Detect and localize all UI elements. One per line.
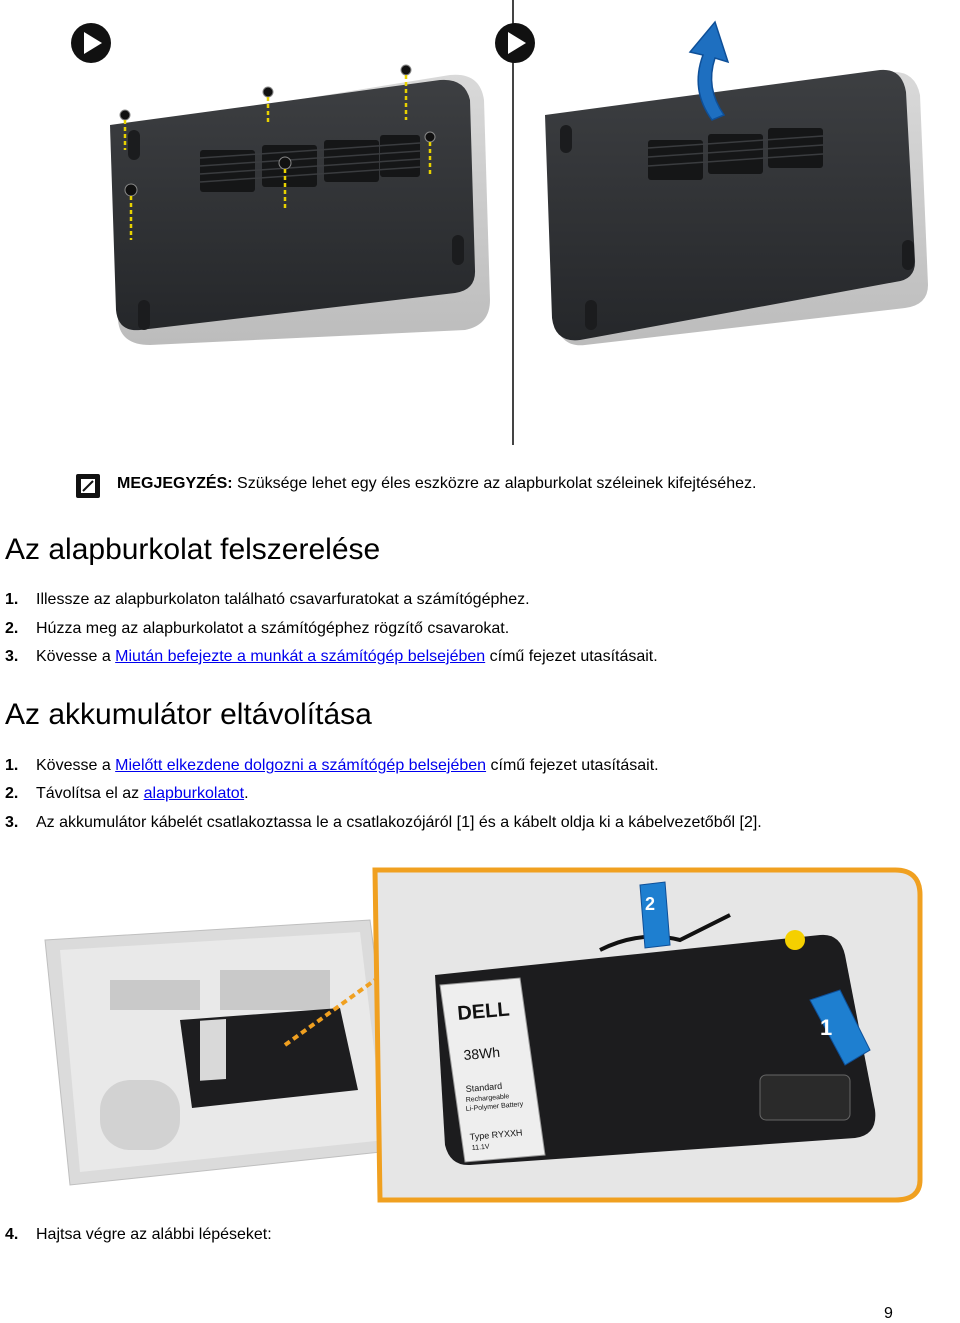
remove-step-2	[5, 784, 249, 804]
note-label: MEGJEGYZÉS:	[117, 475, 233, 492]
base-cover-link[interactable]: alapburkolatot	[143, 785, 245, 802]
step-play-icon	[71, 23, 111, 63]
note-body: Szüksége lehet egy éles eszközre az alapburkolat széleinek kifejtéséhez.	[232, 475, 757, 492]
step-number: 4.	[5, 1226, 19, 1243]
battery-voltage: 11.1V	[471, 1143, 490, 1152]
install-step-3	[5, 647, 658, 667]
laptop-bottom-right	[545, 22, 928, 345]
remove-step-4	[5, 1225, 272, 1245]
battery-cable-illustration	[40, 860, 930, 1205]
step-text-pre: Távolítsa el az	[36, 785, 144, 802]
step-number: 3.	[5, 648, 19, 665]
step-text: Hajtsa végre az alábbi lépéseket:	[36, 1226, 272, 1243]
svg-text:1: 1	[820, 1015, 833, 1040]
step-text: Az akkumulátor kábelét csatlakoztassa le a csatlakozójáról [1] és a kábelt oldja ki a kábelvezetőből [2].	[36, 814, 762, 831]
step-number: 3.	[5, 814, 19, 831]
before-working-inside-link[interactable]: Mielőtt elkezdene dolgozni a számítógép belsejében	[115, 757, 487, 774]
note-icon	[76, 474, 100, 498]
laptop-bottom-left	[110, 65, 490, 345]
step-text: Illessze az alapburkolaton található csavarfuratokat a számítógéphez.	[36, 591, 530, 608]
step-text-post: című fejezet utasításait.	[486, 757, 659, 774]
remove-step-1	[5, 756, 659, 776]
battery-connector	[760, 1075, 850, 1120]
battery-capacity: 38Wh	[462, 1043, 501, 1063]
callout-2	[640, 882, 670, 948]
step-number: 1.	[5, 591, 19, 608]
install-step-2	[5, 619, 509, 639]
svg-text:2: 2	[645, 894, 656, 914]
battery-model: Type RYXXH	[469, 1127, 523, 1142]
step-play-icon	[495, 23, 535, 63]
step-text-pre: Kövesse a	[36, 757, 116, 774]
section-heading-install: Az alapburkolat felszerelése	[5, 533, 381, 566]
step-number: 1.	[5, 757, 19, 774]
after-working-inside-link[interactable]: Miután befejezte a munkát a számítógép belsejében	[115, 648, 486, 665]
note-text	[117, 475, 756, 493]
step-text-pre: Kövesse a	[36, 648, 116, 665]
battery-type-line2: Rechargeable	[465, 1093, 510, 1104]
remove-step-3	[5, 813, 762, 833]
step-text: Húzza meg az alapburkolatot a számítógéphez rögzítő csavarokat.	[36, 620, 510, 637]
step-number: 2.	[5, 785, 19, 802]
battery-type-line3: Li-Polymer Battery	[465, 1101, 524, 1113]
step-text-post: .	[244, 785, 249, 802]
step-text-post: című fejezet utasításait.	[485, 648, 658, 665]
yellow-sticker	[785, 930, 805, 950]
page-number: 9	[884, 1305, 893, 1322]
section-heading-remove-battery: Az akkumulátor eltávolítása	[5, 698, 372, 731]
install-step-1	[5, 590, 530, 610]
battery-brand: DELL	[456, 998, 511, 1025]
base-cover-removal-illustration	[40, 0, 960, 450]
battery-type-line1: Standard	[465, 1080, 503, 1094]
step-number: 2.	[5, 620, 19, 637]
